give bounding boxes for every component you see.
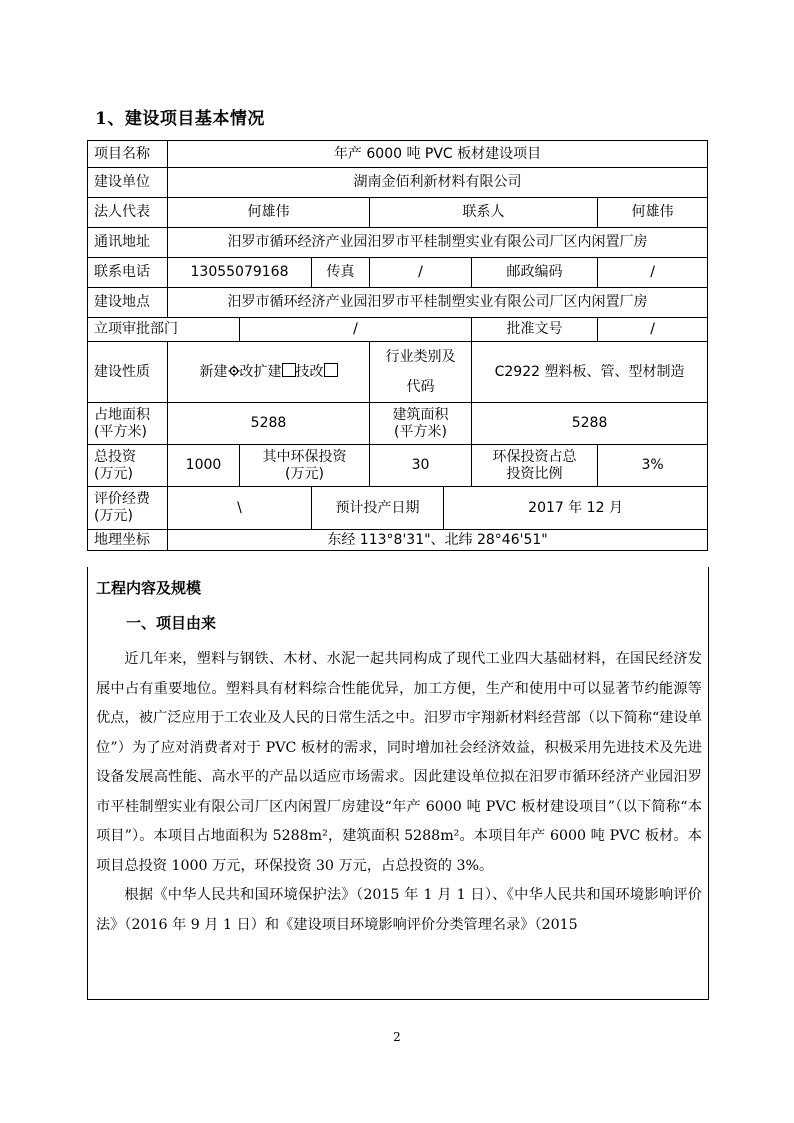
table-row: [88, 403, 708, 445]
cell-label: [240, 445, 370, 487]
industry-value: C2922 塑料板、管、型材制造: [472, 342, 708, 403]
phone-value: 13055079168: [168, 258, 312, 288]
section-subtitle: 一、项目由来: [126, 614, 217, 632]
cell-label: 建设性质: [88, 342, 168, 403]
cell-label: [88, 403, 168, 445]
table-row: [88, 445, 708, 487]
cell-label: 通讯地址: [88, 228, 168, 258]
env-invest-label-line1: 其中环保投资: [262, 448, 347, 465]
cell-label: 建设地点: [88, 288, 168, 318]
industry-label-line2: 代码: [406, 379, 435, 395]
section-body: [96, 645, 702, 940]
cell-label: 联系电话: [88, 258, 168, 288]
cell-label: 地理坐标: [88, 530, 168, 551]
table-row: [88, 530, 708, 551]
invest-label-line1: 总投资: [94, 448, 136, 465]
nature-options: [168, 342, 370, 403]
project-content-section: [87, 567, 709, 1000]
land-value: 5288: [168, 403, 370, 445]
prod-date-value: 2017 年 12 月: [444, 487, 708, 530]
cell-label: 项目名称: [88, 141, 168, 168]
table-row: [88, 288, 708, 318]
build-label-line1: 建筑面积: [392, 406, 449, 423]
checkbox-expand[interactable]: [282, 363, 296, 377]
project-info-table: [87, 140, 708, 551]
table-row: [88, 258, 708, 288]
cell-label: 批准文号: [472, 318, 598, 342]
nature-new-label: 新建: [199, 364, 228, 380]
cell-label: 立项审批部门: [88, 318, 240, 342]
contact-value: 何雄伟: [598, 198, 708, 228]
unit-value: 湖南金佰利新材料有限公司: [168, 168, 708, 198]
build-label-line2: (平方米): [394, 423, 447, 440]
project-name-value: 年产 6000 吨 PVC 板材建设项目: [168, 141, 708, 168]
invest-label-line2: (万元): [94, 465, 133, 482]
fax-value: /: [370, 258, 472, 288]
eval-label-line1: 评价经费: [94, 491, 150, 507]
gear-check-icon: [228, 365, 240, 377]
cell-label: [88, 445, 168, 487]
cell-label: [472, 445, 598, 487]
address-value: 汨罗市循环经济产业园汨罗市平桂制塑实业有限公司厂区内闲置厂房: [168, 228, 708, 258]
cell-label: 预计投产日期: [312, 487, 444, 530]
env-invest-value: 30: [370, 445, 472, 487]
table-row: [88, 141, 708, 168]
cell-label: 邮政编码: [472, 258, 598, 288]
table-row: [88, 487, 708, 530]
nature-expand-label: 改扩建: [239, 364, 282, 380]
legal-value: 何雄伟: [168, 198, 370, 228]
ratio-label-line1: 环保投资占总: [492, 448, 577, 465]
ratio-value: 3%: [598, 445, 708, 487]
cell-label: 传真: [312, 258, 370, 288]
paragraph: 根据《中华人民共和国环境保护法》（2015 年 1 月 1 日）、《中华人民共和国环境影响评价法》（2016 年 9 月 1 日）和《建设项目环境影响评价分类管理名录》（2015: [96, 887, 702, 933]
table-row: [88, 342, 708, 403]
table-row: [88, 168, 708, 198]
eval-value: \: [168, 487, 312, 530]
section-heading: 1、建设项目基本情况: [95, 109, 265, 129]
table-row: [88, 228, 708, 258]
land-label-line2: (平方米): [94, 423, 147, 440]
land-label-line1: 占地面积: [94, 406, 150, 423]
cell-label: 联系人: [370, 198, 598, 228]
env-invest-label-line2: (万元): [285, 465, 324, 482]
cell-label: 法人代表: [88, 198, 168, 228]
industry-label-line1: 行业类别及: [385, 349, 456, 365]
coord-value: 东经 113°8'31"、北纬 28°46'51": [168, 530, 708, 551]
location-value: 汨罗市循环经济产业园汨罗市平桂制塑实业有限公司厂区内闲置厂房: [168, 288, 708, 318]
cell-label: [88, 487, 168, 530]
cell-label: [370, 342, 472, 403]
table-row: [88, 318, 708, 342]
approval-no-value: /: [598, 318, 708, 342]
approval-dept-value: /: [240, 318, 472, 342]
eval-label-line2: (万元): [94, 508, 133, 524]
cell-label: 建设单位: [88, 168, 168, 198]
checkbox-tech[interactable]: [324, 363, 338, 377]
ratio-label-line2: 投资比例: [506, 465, 563, 482]
nature-tech-label: 技改: [295, 364, 324, 380]
cell-label: [370, 403, 472, 445]
paragraph: 近几年来，塑料与钢铁、木材、水泥一起共同构成了现代工业四大基础材料，在国民经济发展中占有重要地位。塑料具有材料综合性能优异，加工方便，生产和使用中可以显著节约能源等优点，被广泛应用于工农业及人民的日常生活之中。汨罗市宇翔新材料经营部（以下简称“建设单位”）为了应对消费者对于 PVC 板材的需求，同时增加社会经济效益，积极采用先进技术及先进设备发展高性能、高水平的产品以适应市场需求。因此建设单位拟在汨罗市循环经济产业园汨罗市平桂制塑实业有限公司厂区内闲置厂房建设“年产 6000 吨 PVC 板材建设项目”（以下简称“本项目”）。本项目占地面积为 5288m²，建筑面积 5288m²。本项目年产 6000 吨 PVC 板材。本项目总投资 1000 万元，环保投资 30 万元，占总投资的 3%。: [96, 651, 702, 874]
table-row: [88, 198, 708, 228]
section-title: 工程内容及规模: [96, 579, 202, 597]
invest-value: 1000: [168, 445, 240, 487]
postcode-value: /: [598, 258, 708, 288]
page-number: 2: [393, 1030, 401, 1044]
build-value: 5288: [472, 403, 708, 445]
